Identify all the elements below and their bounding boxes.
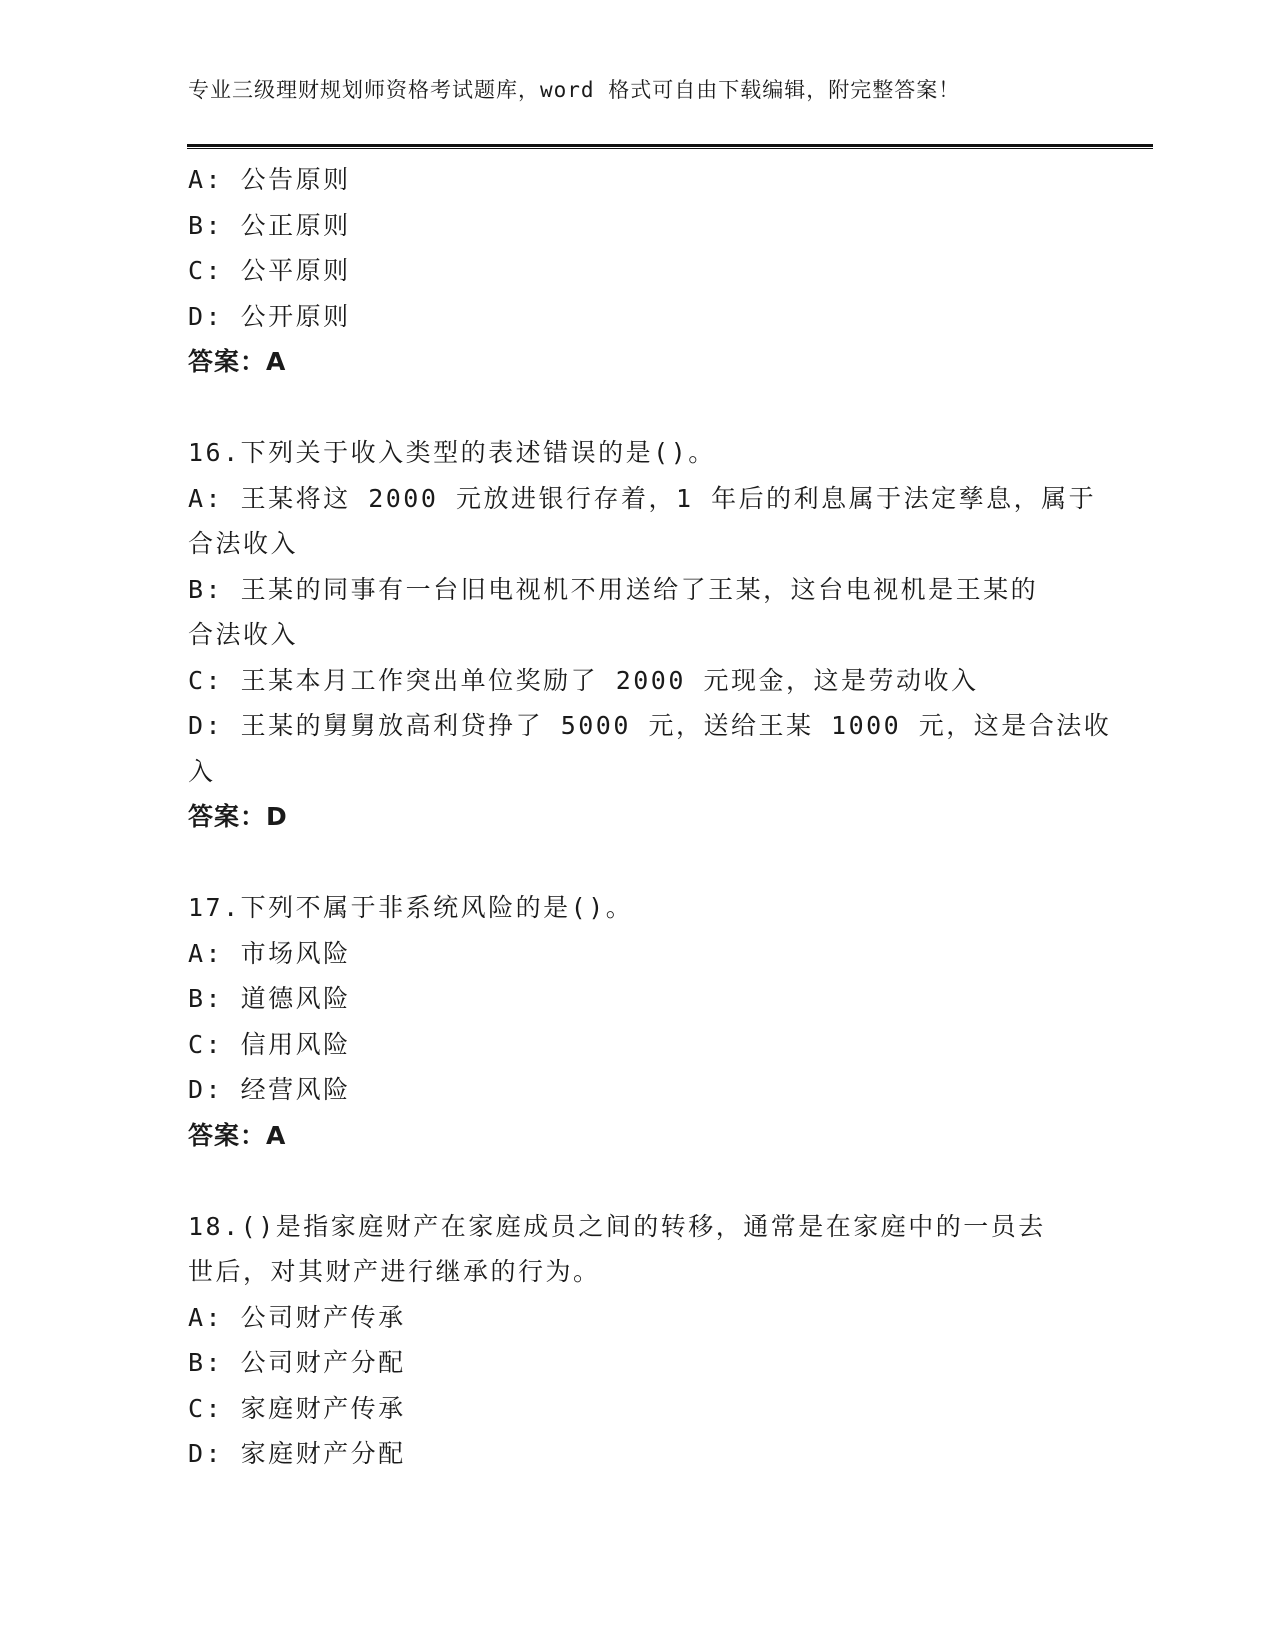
answer: 答案：A xyxy=(188,1120,287,1150)
question-16 xyxy=(188,430,1112,840)
option-a-continued: 合法收入 xyxy=(188,529,299,558)
option-a: A: 王某将这 2000 元放进银行存着，1 年后的利息属于法定孳息，属于 xyxy=(188,483,1097,513)
answer: 答案：D xyxy=(188,802,288,831)
option-d: D: 公开原则 xyxy=(188,301,351,331)
option-b: B: 公正原则 xyxy=(188,210,351,240)
question-15 xyxy=(188,157,1088,385)
option-b: B: 道德风险 xyxy=(188,984,351,1013)
spacer xyxy=(188,840,1088,886)
option-b: B: 王某的同事有一台旧电视机不用送给了王某，这台电视机是王某的 xyxy=(188,574,1039,604)
option-a: A: 公告原则 xyxy=(188,165,351,194)
question-17 xyxy=(188,885,1088,1158)
spacer xyxy=(188,1158,1088,1204)
question-stem: 17.下列不属于非系统风险的是()。 xyxy=(188,893,634,922)
option-d: D: 家庭财产分配 xyxy=(188,1439,406,1468)
option-d-continued: 入 xyxy=(188,756,216,786)
answer: 答案：A xyxy=(188,347,287,376)
option-b-continued: 合法收入 xyxy=(188,620,299,649)
question-stem: 16.下列关于收入类型的表述错误的是()。 xyxy=(188,438,716,467)
question-stem: 18.()是指家庭财产在家庭成员之间的转移，通常是在家庭中的一员去 xyxy=(188,1211,1046,1241)
option-a: A: 市场风险 xyxy=(188,938,351,968)
option-c: C: 信用风险 xyxy=(188,1029,351,1059)
document-body xyxy=(188,157,1112,1477)
option-c: C: 公平原则 xyxy=(188,256,351,285)
option-b: B: 公司财产分配 xyxy=(188,1348,406,1377)
option-d: D: 王某的舅舅放高利贷挣了 5000 元，送给王某 1000 元，这是合法收 xyxy=(188,711,1112,740)
question-18 xyxy=(188,1204,1088,1477)
spacer xyxy=(188,385,1088,431)
option-c: C: 王某本月工作突出单位奖励了 2000 元现金，这是劳动收入 xyxy=(188,665,979,695)
header-rule xyxy=(187,144,1153,149)
option-d: D: 经营风险 xyxy=(188,1075,351,1104)
option-c: C: 家庭财产传承 xyxy=(188,1393,406,1423)
question-stem-continued: 世后，对其财产进行继承的行为。 xyxy=(188,1257,601,1286)
option-a: A: 公司财产传承 xyxy=(188,1302,406,1332)
page-header: 专业三级理财规划师资格考试题库，word 格式可自由下载编辑，附完整答案！ xyxy=(188,78,961,102)
